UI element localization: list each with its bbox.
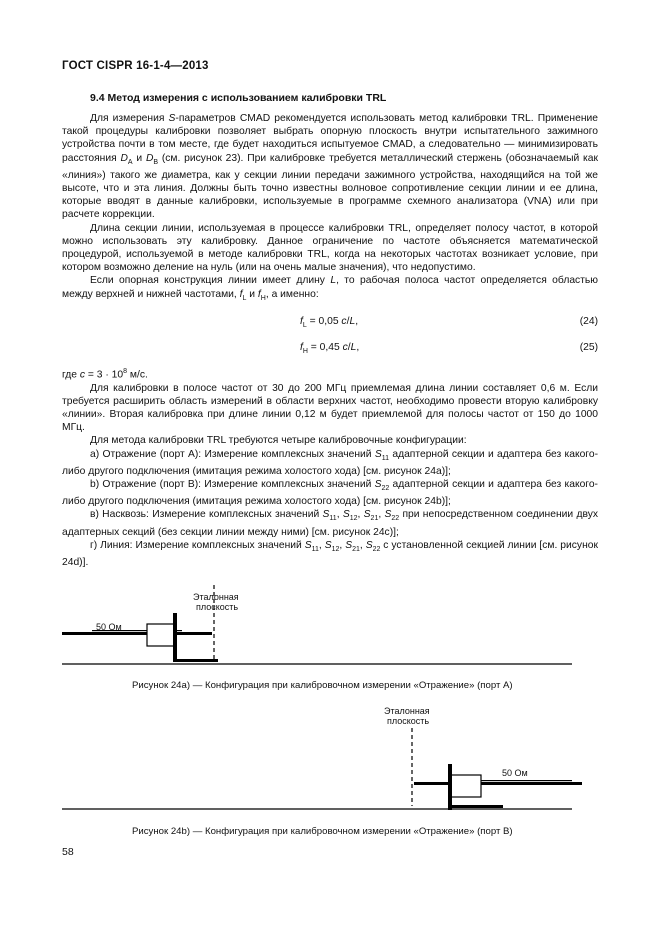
paragraph-four-configs: Для метода калибровки TRL требуются четыре калибровочные конфигурации: xyxy=(90,435,467,447)
formula-24-expression: $f_L = 0,05$ c/L, xyxy=(300,315,359,329)
formula-24-number: (24) xyxy=(579,315,598,327)
ground-plate xyxy=(173,659,218,662)
ground-plate xyxy=(448,805,503,808)
list-item-a: a) Отражение (порт А): Измерение комплексных значений $S_{11}$ адаптерной секции и адаптера без какого-либо другого подключения (имитация режима холостого хода) [см. рисунок 24a)]; xyxy=(62,448,598,477)
adapter-body xyxy=(451,775,481,797)
figure-24a-diagram xyxy=(62,585,582,670)
fig-b-ref-label-2: плоскость xyxy=(387,716,430,726)
list-item-v: в) Насквозь: Измерение комплексных значений $S_{11}$, $S_{12}$, $S_{21}$, $S_{22}$ при непосредственном соединении двух адаптерных секций (без секции линии между ними) [см. рисунок 24c)]; xyxy=(62,509,598,538)
formula-25 xyxy=(62,337,598,361)
adapter-flange xyxy=(173,613,177,661)
formula-25-number: (25) xyxy=(579,341,598,353)
paragraph-line-length: Длина секции линии, используемая в процессе калибровки TRL, определяет полосу частот, в которой можно использовать эту калибровку. Данное ограничение по частоте объясняется математической процедурой, используемой в методе калибровки TRL, когда на некоторых частотах возникает условие, при котором возможно деление на нуль (или на очень малые значения), что недопустимо. xyxy=(62,222,598,274)
formula-25-expression: $f_H = 0,45$ c/L, xyxy=(300,341,360,355)
fig-b-impedance-label: 50 Ом xyxy=(502,768,528,778)
adapter-flange xyxy=(448,764,452,810)
where-c: где $c = 3 \cdot 10^8$ м/с. xyxy=(62,367,148,381)
paragraph-calibration-band: Для калибровки в полосе частот от 30 до 200 МГц приемлемая длина линии составляет 0,6 м. Если требуется расширить область измерений в области верхних частот, необходимо провести вторую калибровку «линии». Вторая калибровка при длине линии 0,12 м будет приемлемой для полосы частот от 150 до 1000 МГц. xyxy=(62,382,598,434)
adapter-body xyxy=(147,624,174,646)
paragraph-frequency-band: Если опорная конструкция линии имеет длину L, то рабочая полоса частот определяется областью между верхней и нижней частотами, $f_L$ и $f_H$, а именно: xyxy=(62,275,599,302)
list-item-g: г) Линия: Измерение комплексных значений $S_{11}$, $S_{12}$, $S_{21}$, $S_{22}$ с установленной секцией линии [см. рисунок 24d)]. xyxy=(62,539,598,569)
coax-inner-line xyxy=(62,632,212,635)
paragraph-trl-intro: Для измерения S-параметров CMAD рекомендуется использовать метод калибровки TRL. Применение такой процедуры калибровки позволяет выбрать опорную плоскость внутри испытательного зажимного устройства почти в том месте, где будет находиться испытуемое CMAD, а следовательно — минимизировать расстояния $D_A$ и $D_B$ (см. рисунок 23). При калибровке требуется металлический стержень (обозначаемый как «линия») такого же диаметра, как у секции линии передачи зажимного устройства, находящийся на той же высоте, что и эта линия. Должны быть точно известны волновое сопротивление секции линии и ее длина, которые вводят в данные калибровки, используемые в программе схемного анализатора (VNA) или при расчете коррекции. xyxy=(62,113,598,221)
page-number: 58 xyxy=(62,846,74,858)
fig-a-ref-label-2: плоскость xyxy=(196,602,239,612)
section-title: 9.4 Метод измерения с использованием калибровки TRL xyxy=(90,92,387,104)
list-item-b: b) Отражение (порт В): Измерение комплексных значений $S_{22}$ адаптерной секции и адаптера без какого-либо другого подключения (имитация режима холостого хода) [см. рисунок 24b)]; xyxy=(62,479,598,508)
fig-b-ref-label-1: Эталонная xyxy=(384,706,430,716)
figure-24a-caption: Рисунок 24a) — Конфигурация при калибровочном измерении «Отражение» (порт А) xyxy=(132,680,513,691)
coax-inner-line xyxy=(414,782,582,785)
formula-24 xyxy=(62,311,598,335)
body-text-block-1 xyxy=(62,112,598,569)
figure-24b-caption: Рисунок 24b) — Конфигурация при калибровочном измерении «Отражение» (порт В) xyxy=(132,826,513,837)
fig-a-ref-label-1: Эталонная xyxy=(193,592,239,602)
document-header: ГОСТ CISPR 16-1-4—2013 xyxy=(62,60,209,72)
fig-a-impedance-label: 50 Ом xyxy=(96,622,122,632)
